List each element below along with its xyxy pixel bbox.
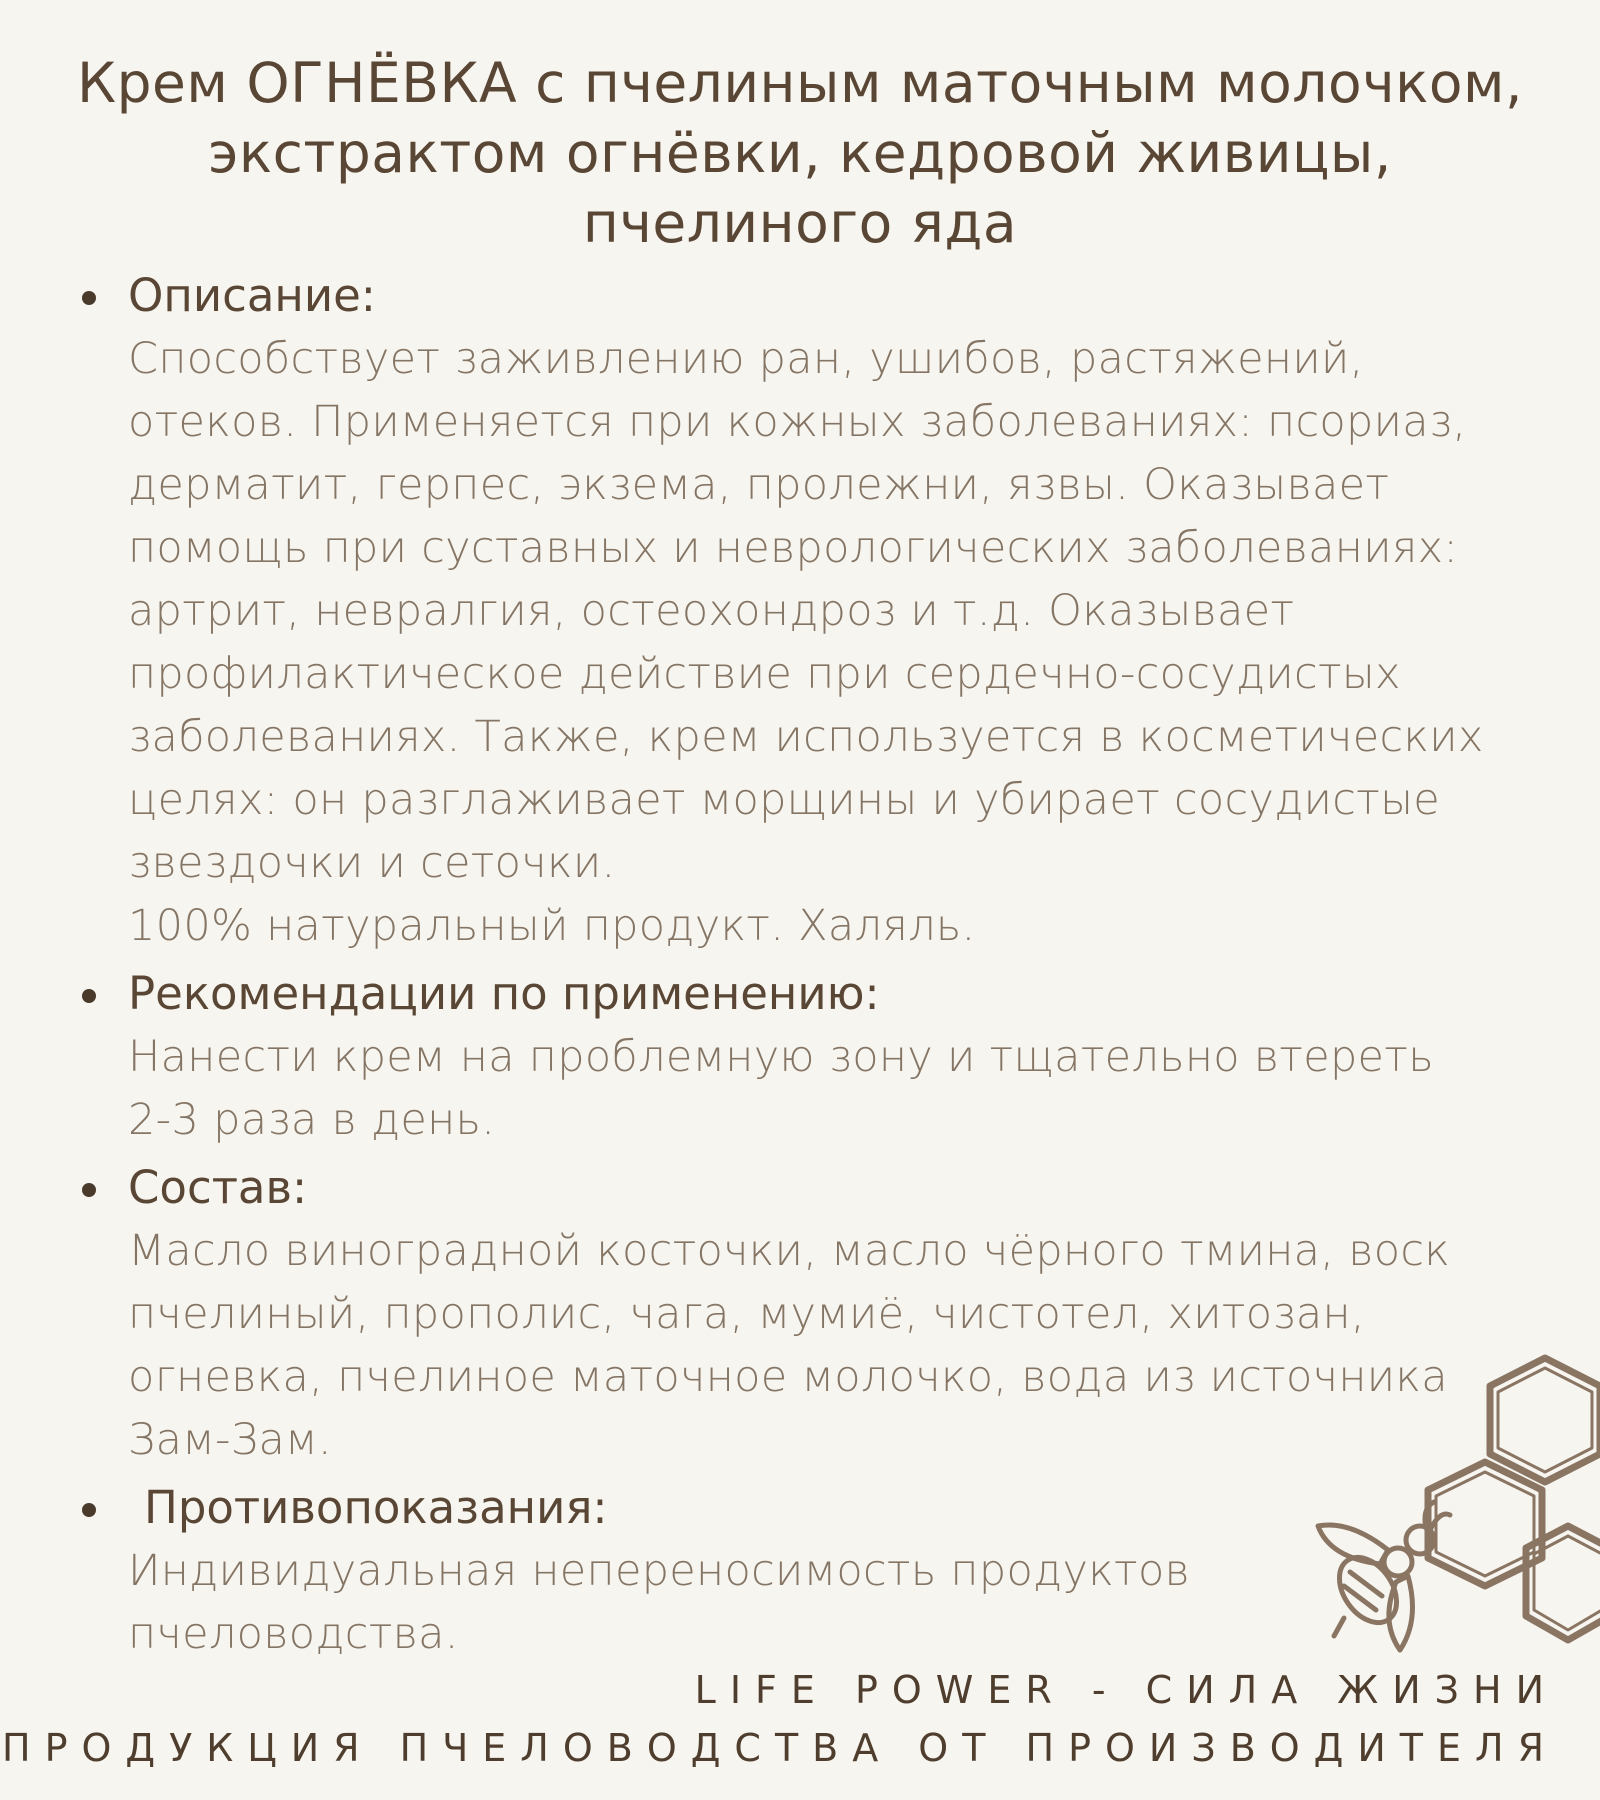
- section-description: [70, 264, 1560, 958]
- section-heading: Состав:: [128, 1161, 308, 1214]
- bullet-icon: [82, 1503, 96, 1517]
- brand-slogan: LIFE POWER - СИЛА ЖИЗНИ: [694, 1668, 1558, 1712]
- section-heading: Описание:: [128, 269, 376, 322]
- bullet-icon: [82, 291, 96, 305]
- honeycomb-icon: [1428, 1358, 1600, 1640]
- section-text: Индивидуальная непереносимость продуктов пчеловодства.: [128, 1546, 1191, 1659]
- honeycomb-bee-decoration: [1310, 1350, 1600, 1660]
- bullet-icon: [82, 1183, 96, 1197]
- section-text: Нанести крем на проблемную зону и тщательно втереть 2-3 раза в день.: [128, 1032, 1434, 1145]
- section-heading: Противопоказания:: [144, 1481, 608, 1534]
- section-text: Масло виноградной косточки, масло чёрного тмина, воск пчелиный, прополис, чага, мумиё, чистотел, хитозан, огневка, пчелиное маточное молочко, вода из источника Зам-Зам.: [128, 1226, 1451, 1465]
- bullet-icon: [82, 989, 96, 1003]
- section-text: Способствует заживлению ран, ушибов, растяжений, отеков. Применяется при кожных заболеваниях: псориаз, дерматит, герпес, экзема, пролежни, язвы. Оказывает помощь при суставных и неврологических заболеваниях: артрит, невралгия, остеохондроз и т.д. Оказывает профилактическое действие при сердечно-сосудистых заболеваниях. Также, крем используется в косметических целях: он разглаживает морщины и убирает сосудистые звездочки и сеточки. 100% натуральный продукт. Халяль.: [128, 334, 1484, 951]
- page-title: Крем ОГНЁВКА с пчелиным маточным молочком, экстрактом огнёвки, кедровой живицы, пчелиного яда: [77, 51, 1523, 255]
- section-usage: [70, 962, 1560, 1152]
- brand-tagline: ПРОДУКЦИЯ ПЧЕЛОВОДСТВА ОТ ПРОИЗВОДИТЕЛЯ: [2, 1726, 1558, 1770]
- section-heading: Рекомендации по применению:: [128, 967, 880, 1020]
